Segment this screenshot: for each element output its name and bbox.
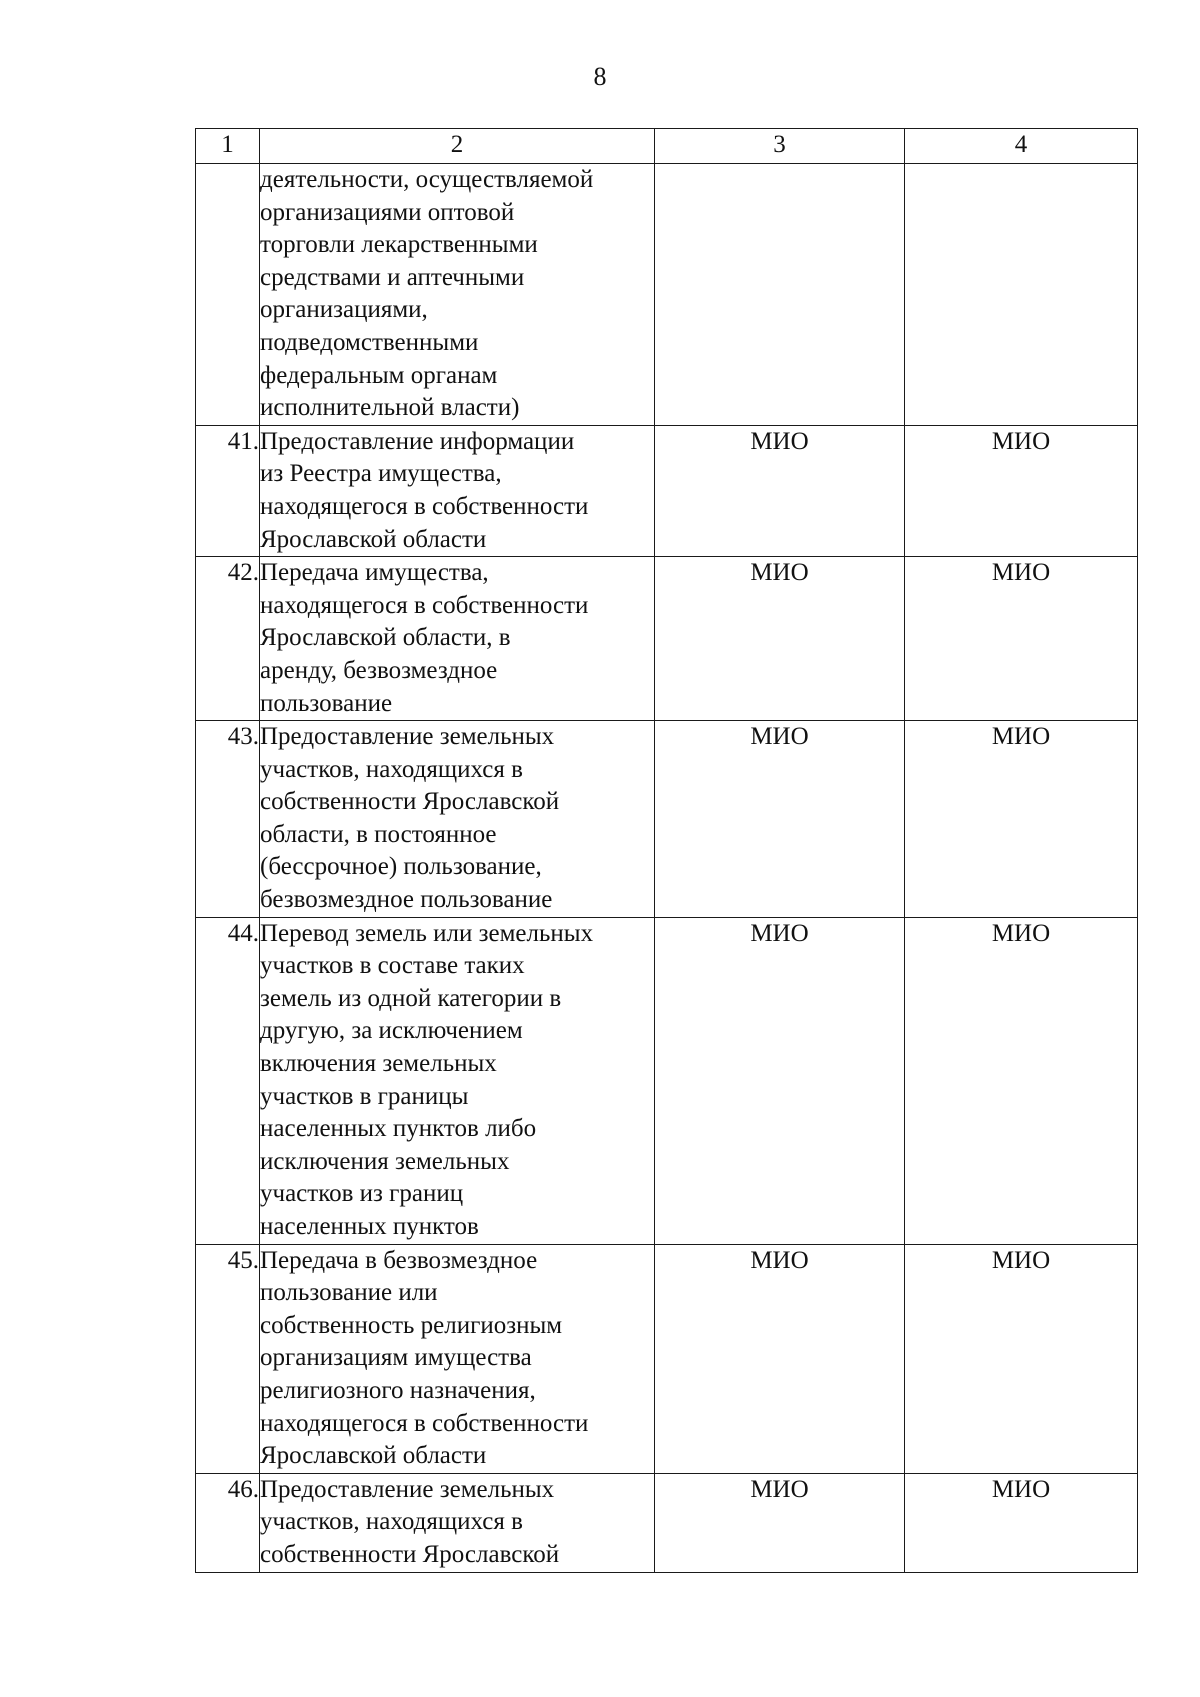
description-line: (бессрочное) пользование, bbox=[260, 853, 542, 881]
column-4-value: МИО bbox=[905, 425, 1138, 556]
table-body bbox=[196, 164, 1138, 1573]
description-line: организациям имущества bbox=[260, 1344, 532, 1372]
description-line: находящегося в собственности bbox=[260, 591, 589, 619]
functions-table bbox=[195, 128, 1138, 1573]
function-description bbox=[260, 164, 655, 426]
row-number: 45. bbox=[196, 1244, 260, 1473]
function-description bbox=[260, 1473, 655, 1572]
column-header-2: 2 bbox=[260, 129, 655, 164]
description-line: участков в составе таких bbox=[260, 952, 525, 980]
description-line: организациями, bbox=[260, 296, 428, 324]
column-3-value: МИО bbox=[655, 917, 905, 1244]
description-line: участков в границы bbox=[260, 1082, 469, 1110]
description-line: находящегося в собственности bbox=[260, 492, 589, 520]
function-description bbox=[260, 557, 655, 721]
description-line: Перевод земель или земельных bbox=[260, 919, 594, 947]
row-number: 41. bbox=[196, 425, 260, 556]
table-row bbox=[196, 425, 1138, 556]
table-row bbox=[196, 557, 1138, 721]
description-line: населенных пунктов либо bbox=[260, 1115, 537, 1143]
column-4-value: МИО bbox=[905, 557, 1138, 721]
column-3-value bbox=[655, 164, 905, 426]
description-line: Предоставление земельных bbox=[260, 723, 555, 751]
function-description bbox=[260, 425, 655, 556]
description-line: из Реестра имущества, bbox=[260, 460, 502, 488]
description-line: религиозного назначения, bbox=[260, 1376, 536, 1404]
description-line: федеральным органам bbox=[260, 361, 498, 389]
column-4-value: МИО bbox=[905, 1244, 1138, 1473]
description-line: Предоставление земельных bbox=[260, 1475, 555, 1503]
row-number: 43. bbox=[196, 721, 260, 918]
description-line: подведомственными bbox=[260, 328, 479, 356]
description-line: Передача имущества, bbox=[260, 559, 489, 587]
description-line: находящегося в собственности bbox=[260, 1409, 589, 1437]
column-3-value: МИО bbox=[655, 1244, 905, 1473]
column-3-value: МИО bbox=[655, 1473, 905, 1572]
table-row bbox=[196, 164, 1138, 426]
row-number bbox=[196, 164, 260, 426]
description-line: безвозмездное пользование bbox=[260, 886, 553, 914]
function-description bbox=[260, 917, 655, 1244]
description-line: организациями оптовой bbox=[260, 198, 515, 226]
description-line: области, в постоянное bbox=[260, 820, 497, 848]
description-line: Предоставление информации bbox=[260, 427, 575, 455]
table-row bbox=[196, 721, 1138, 918]
description-line: деятельности, осуществляемой bbox=[260, 166, 594, 193]
description-line: собственности Ярославской bbox=[260, 788, 560, 816]
column-header-1: 1 bbox=[196, 129, 260, 164]
description-line: населенных пунктов bbox=[260, 1213, 479, 1240]
description-line: исполнительной власти) bbox=[260, 394, 520, 422]
table-row bbox=[196, 1244, 1138, 1473]
description-line: другую, за исключением bbox=[260, 1017, 523, 1045]
description-line: Передача в безвозмездное bbox=[260, 1246, 538, 1274]
description-line: Ярославской области, в bbox=[260, 624, 511, 652]
description-line: участков, находящихся в bbox=[260, 1508, 523, 1536]
function-description bbox=[260, 1244, 655, 1473]
description-line: включения земельных bbox=[260, 1050, 497, 1078]
table-row bbox=[196, 1473, 1138, 1572]
column-4-value: МИО bbox=[905, 1473, 1138, 1572]
column-3-value: МИО bbox=[655, 557, 905, 721]
description-line: пользование или bbox=[260, 1279, 438, 1307]
description-line: аренду, безвозмездное bbox=[260, 656, 498, 684]
description-line: торговли лекарственными bbox=[260, 231, 538, 259]
description-line: пользование bbox=[260, 689, 393, 717]
column-4-value: МИО bbox=[905, 721, 1138, 918]
table-header-row bbox=[196, 129, 1138, 164]
function-description bbox=[260, 721, 655, 918]
description-line: земель из одной категории в bbox=[260, 984, 562, 1012]
description-line: участков, находящихся в bbox=[260, 755, 523, 783]
description-line: Ярославской области bbox=[260, 1442, 487, 1470]
column-4-value bbox=[905, 164, 1138, 426]
row-number: 42. bbox=[196, 557, 260, 721]
row-number: 44. bbox=[196, 917, 260, 1244]
row-number: 46. bbox=[196, 1473, 260, 1572]
column-3-value: МИО bbox=[655, 721, 905, 918]
column-header-4: 4 bbox=[905, 129, 1138, 164]
column-3-value: МИО bbox=[655, 425, 905, 556]
description-line: исключения земельных bbox=[260, 1147, 510, 1175]
column-4-value: МИО bbox=[905, 917, 1138, 1244]
table-row bbox=[196, 917, 1138, 1244]
description-line: средствами и аптечными bbox=[260, 263, 525, 291]
column-header-3: 3 bbox=[655, 129, 905, 164]
description-line: собственности Ярославской bbox=[260, 1540, 560, 1568]
description-line: участков из границ bbox=[260, 1180, 464, 1208]
page-number: 8 bbox=[593, 62, 607, 91]
description-line: Ярославской области bbox=[260, 525, 487, 553]
description-line: собственность религиозным bbox=[260, 1311, 563, 1339]
